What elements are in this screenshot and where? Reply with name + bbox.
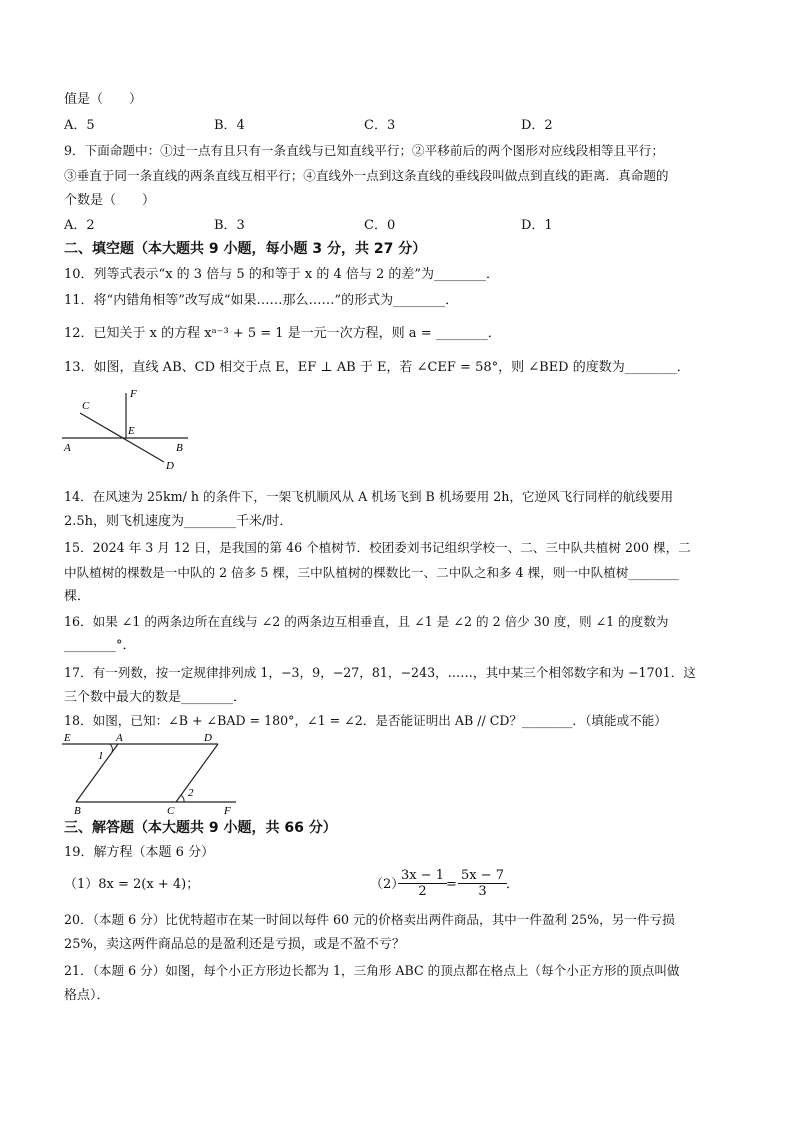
q17-line-1: 17．有一列数，按一定规律排列成 1，−3，9，−27，81，−243，……，其中某三个相邻数字和为 −1701．这	[64, 665, 696, 680]
q9-option-d: D．1	[521, 218, 553, 233]
fig18-label-f: F	[224, 805, 231, 817]
q9-option-c: C．0	[364, 218, 396, 233]
q21-line-2: 格点）．	[64, 988, 110, 1003]
q9-option-a: A．2	[64, 218, 95, 233]
fig13-label-d: D	[166, 460, 174, 472]
q9-line-1: 9．下面命题中：①过一点有且只有一条直线与已知直线平行；②平移前后的两个图形对应线段相等且平行；	[64, 143, 664, 158]
q9-option-b: B．3	[214, 218, 245, 233]
fig18-label-c: C	[167, 805, 175, 817]
section-3-title: 三、解答题（本大题共 9 小题，共 66 分）	[64, 820, 337, 836]
q14-line-2: 2.5h，则飞机速度为________千米/时．	[64, 514, 293, 529]
q9-line-2: ③垂直于同一条直线的两条直线互相平行；④直线外一点到这条直线的垂线段叫做点到直线的距离．真命题的	[64, 168, 669, 183]
q21-line-1: 21．（本题 6 分）如图，每个小正方形边长都为 1，三角形 ABC 的顶点都在格点上（每个小正方形的顶点叫做	[64, 963, 680, 978]
q8-option-b: B．4	[214, 118, 245, 133]
q12-text: 12．已知关于 x 的方程 xᵃ⁻³ + 5 = 1 是一元一次方程，则 a = ________．	[64, 326, 501, 341]
q19-part-2-end: ．	[506, 877, 520, 892]
q8-tail-text: 值是（ ）	[64, 92, 143, 107]
fig18-label-e: E	[64, 732, 71, 744]
q19-part-2-equals: =	[446, 877, 457, 892]
q16-line-1: 16．如果 ∠1 的两条边所在直线与 ∠2 的两条边互相垂直，且 ∠1 是 ∠2 的 2 倍少 30 度，则 ∠1 的度数为	[64, 614, 669, 629]
q15-line-3: 棵．	[64, 589, 91, 604]
right-numerator: 5x − 7	[458, 868, 507, 884]
fig13-label-f: F	[130, 388, 137, 400]
q19-part-2-right-fraction	[458, 868, 507, 899]
q18-figure	[60, 732, 250, 816]
section-2-title: 二、填空题（本大题共 9 小题，每小题 3 分，共 27 分）	[64, 241, 427, 257]
fig13-label-c: C	[82, 400, 90, 412]
angle-1-arc	[110, 744, 112, 752]
fig18-label-d: D	[204, 732, 212, 744]
fig13-label-e: E	[128, 425, 135, 437]
fig18-label-1: 1	[98, 750, 104, 762]
q8-option-d: D．2	[521, 118, 553, 133]
fig13-label-b: B	[176, 442, 183, 454]
q17-line-2: 三个数中最大的数是________．	[64, 690, 247, 705]
fig18-label-2: 2	[188, 787, 194, 799]
fig18-label-b: B	[74, 805, 81, 817]
q19-part-2-prefix: （2）	[370, 877, 405, 892]
left-numerator: 3x − 1	[398, 868, 447, 884]
left-denominator: 2	[418, 884, 427, 899]
fig18-label-a: A	[116, 732, 123, 744]
q10-text: 10．列等式表示“x 的 3 倍与 5 的和等于 x 的 4 倍与 2 的差”为________．	[64, 267, 500, 282]
q19-part-1: （1）8x = 2(x + 4)；	[64, 877, 200, 892]
q8-option-a: A．5	[64, 118, 95, 133]
line-ab	[76, 744, 118, 802]
q9-line-3: 个数是（ ）	[64, 193, 156, 208]
q11-text: 11．将“内错角相等”改写成“如果……那么……”的形式为________．	[64, 293, 459, 308]
q20-line-2: 25%，卖这两件商品总的是盈利还是亏损，或是不盈不亏？	[64, 937, 405, 952]
q13-text: 13．如图，直线 AB、CD 相交于点 E，EF ⊥ AB 于 E，若 ∠CEF = 58°，则 ∠BED 的度数为________．	[64, 360, 690, 375]
q18-text: 18．如图，已知：∠B + ∠BAD = 180°，∠1 = ∠2．是否能证明出 AB // CD？________．（填能或不能）	[64, 713, 667, 728]
q16-line-2: ________°．	[64, 638, 136, 653]
angle-2-arc	[181, 795, 184, 802]
q13-figure	[60, 385, 200, 470]
q19-part-2-left-fraction	[398, 868, 447, 899]
line-dc	[176, 744, 218, 802]
q20-line-1: 20．（本题 6 分）比优特超市在某一时间以每件 60 元的价格卖出两件商品，其中一件盈利 25%，另一件亏损	[64, 912, 675, 927]
q15-line-2: 中队植树的棵数是一中队的 2 倍多 5 棵，三中队植树的棵数比一、二中队之和多 4 棵，则一中队植树________	[64, 565, 679, 580]
q19-text: 19．解方程（本题 6 分）	[64, 845, 215, 860]
fig13-label-a: A	[64, 442, 71, 454]
right-denominator: 3	[478, 884, 487, 899]
q8-option-c: C．3	[364, 118, 396, 133]
q14-line-1: 14．在风速为 25km/ h 的条件下，一架飞机顺风从 A 机场飞到 B 机场要用 2h，它逆风飞行同样的航线要用	[64, 489, 674, 504]
q15-line-1: 15．2024 年 3 月 12 日，是我国的第 46 个植树节．校团委刘书记组织学校一、二、三中队共植树 200 棵，二	[64, 540, 691, 555]
